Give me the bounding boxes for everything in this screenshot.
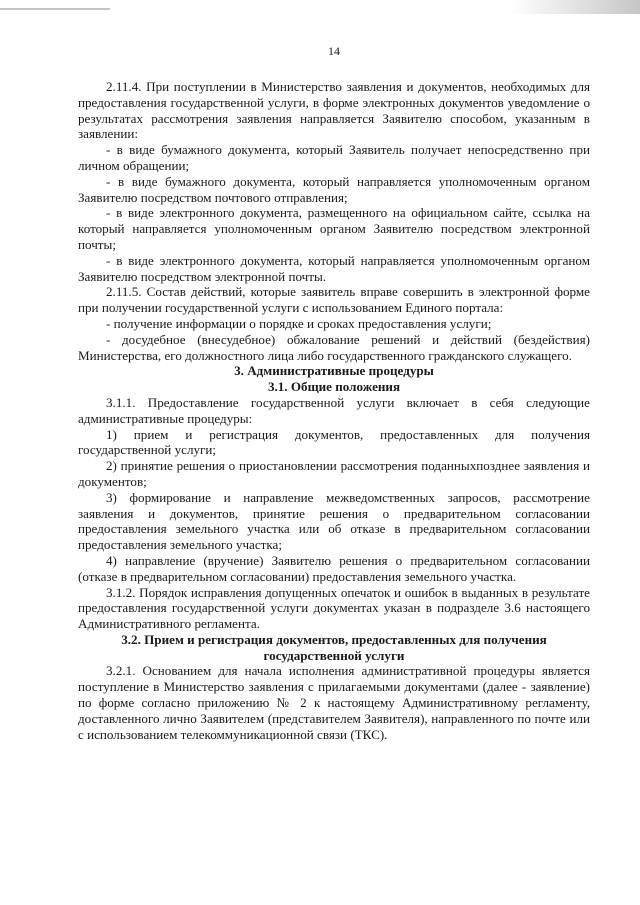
text-block-2-11 <box>78 79 590 363</box>
paragraph: - досудебное (внесудебное) обжалование решений и действий (бездействия) Министерства, его должностного лица либо государственного гражданского служащего. <box>78 331 590 363</box>
paragraph: 4) направление (вручение) Заявителю решения о предварительном согласовании (отказе в предварительном согласовании) предоставления земельного участка. <box>78 552 590 584</box>
paragraph: 2) принятие решения о приостановлении рассмотрения поданныхпозднее заявления и документов; <box>78 458 590 489</box>
paragraph: - в виде электронного документа, который направляется уполномоченным органом Заявителю посредством электронной почты. <box>78 252 590 284</box>
paragraph: 3.1.2. Порядок исправления допущенных опечаток и ошибок в выданных в результате предоставления государственной услуги документах указан в подразделе 3.6 настоящего Административного регламента. <box>78 584 590 632</box>
paragraph: 3.1.1. Предоставление государственной услуги включает в себя следующие административные процедуры: <box>78 394 590 426</box>
subsection-heading: 3.2. Прием и регистрация документов, предоставленных для получения государственной услуги <box>121 631 547 663</box>
paragraph: - в виде электронного документа, размещенного на официальном сайте, ссылка на который направляется уполномоченным органом Заявителю посредством электронной почты; <box>78 205 590 252</box>
paragraph: - получение информации о порядке и сроках предоставления услуги; <box>106 315 492 331</box>
subsection-heading: 3.1. Общие положения <box>267 379 401 395</box>
paragraph: 2.11.4. При поступлении в Министерство заявления и документов, необходимых для предоставления государственной услуги, в форме электронных документов уведомление о результатах рассмотрения заявления направляется Заявителю способом, указанным в заявлении: <box>78 79 590 142</box>
scan-artifact <box>510 0 640 14</box>
paragraph: 3.2.1. Основанием для начала исполнения административной процедуры является поступление в Министерство заявления с прилагаемыми документами (далее - заявление) по форме согласно приложению № 2 к настоящему Административному регламенту, доставленного лично Заявителем (представителем Заявителя), направленного по почте или с использованием телекоммуникационной связи (ТКС). <box>78 663 590 742</box>
paragraph: - в виде бумажного документа, который Заявитель получает непосредственно при личном обращении; <box>78 142 590 173</box>
scan-artifact <box>0 8 110 10</box>
text-block-3-2 <box>78 663 590 742</box>
text-block-3-1 <box>78 395 590 632</box>
paragraph: 3) формирование и направление межведомственных запросов, рассмотрение заявления и документов, принятие решения о предварительном согласовании предоставления земельного участка или об отказе в предварительном согласовании предоставления земельного участка; <box>78 489 590 553</box>
section-heading: 3. Административные процедуры <box>234 363 434 379</box>
paragraph: 1) прием и регистрация документов, предоставленных для получения государственной услуги; <box>78 426 590 458</box>
paragraph: 2.11.5. Состав действий, которые заявитель вправе совершить в электронной форме при получении государственной услуги с использованием Единого портала: <box>78 284 590 316</box>
paragraph: - в виде бумажного документа, который направляется уполномоченным органом Заявителю посредством почтового отправления; <box>78 173 590 205</box>
page-number: 14 <box>328 44 340 58</box>
